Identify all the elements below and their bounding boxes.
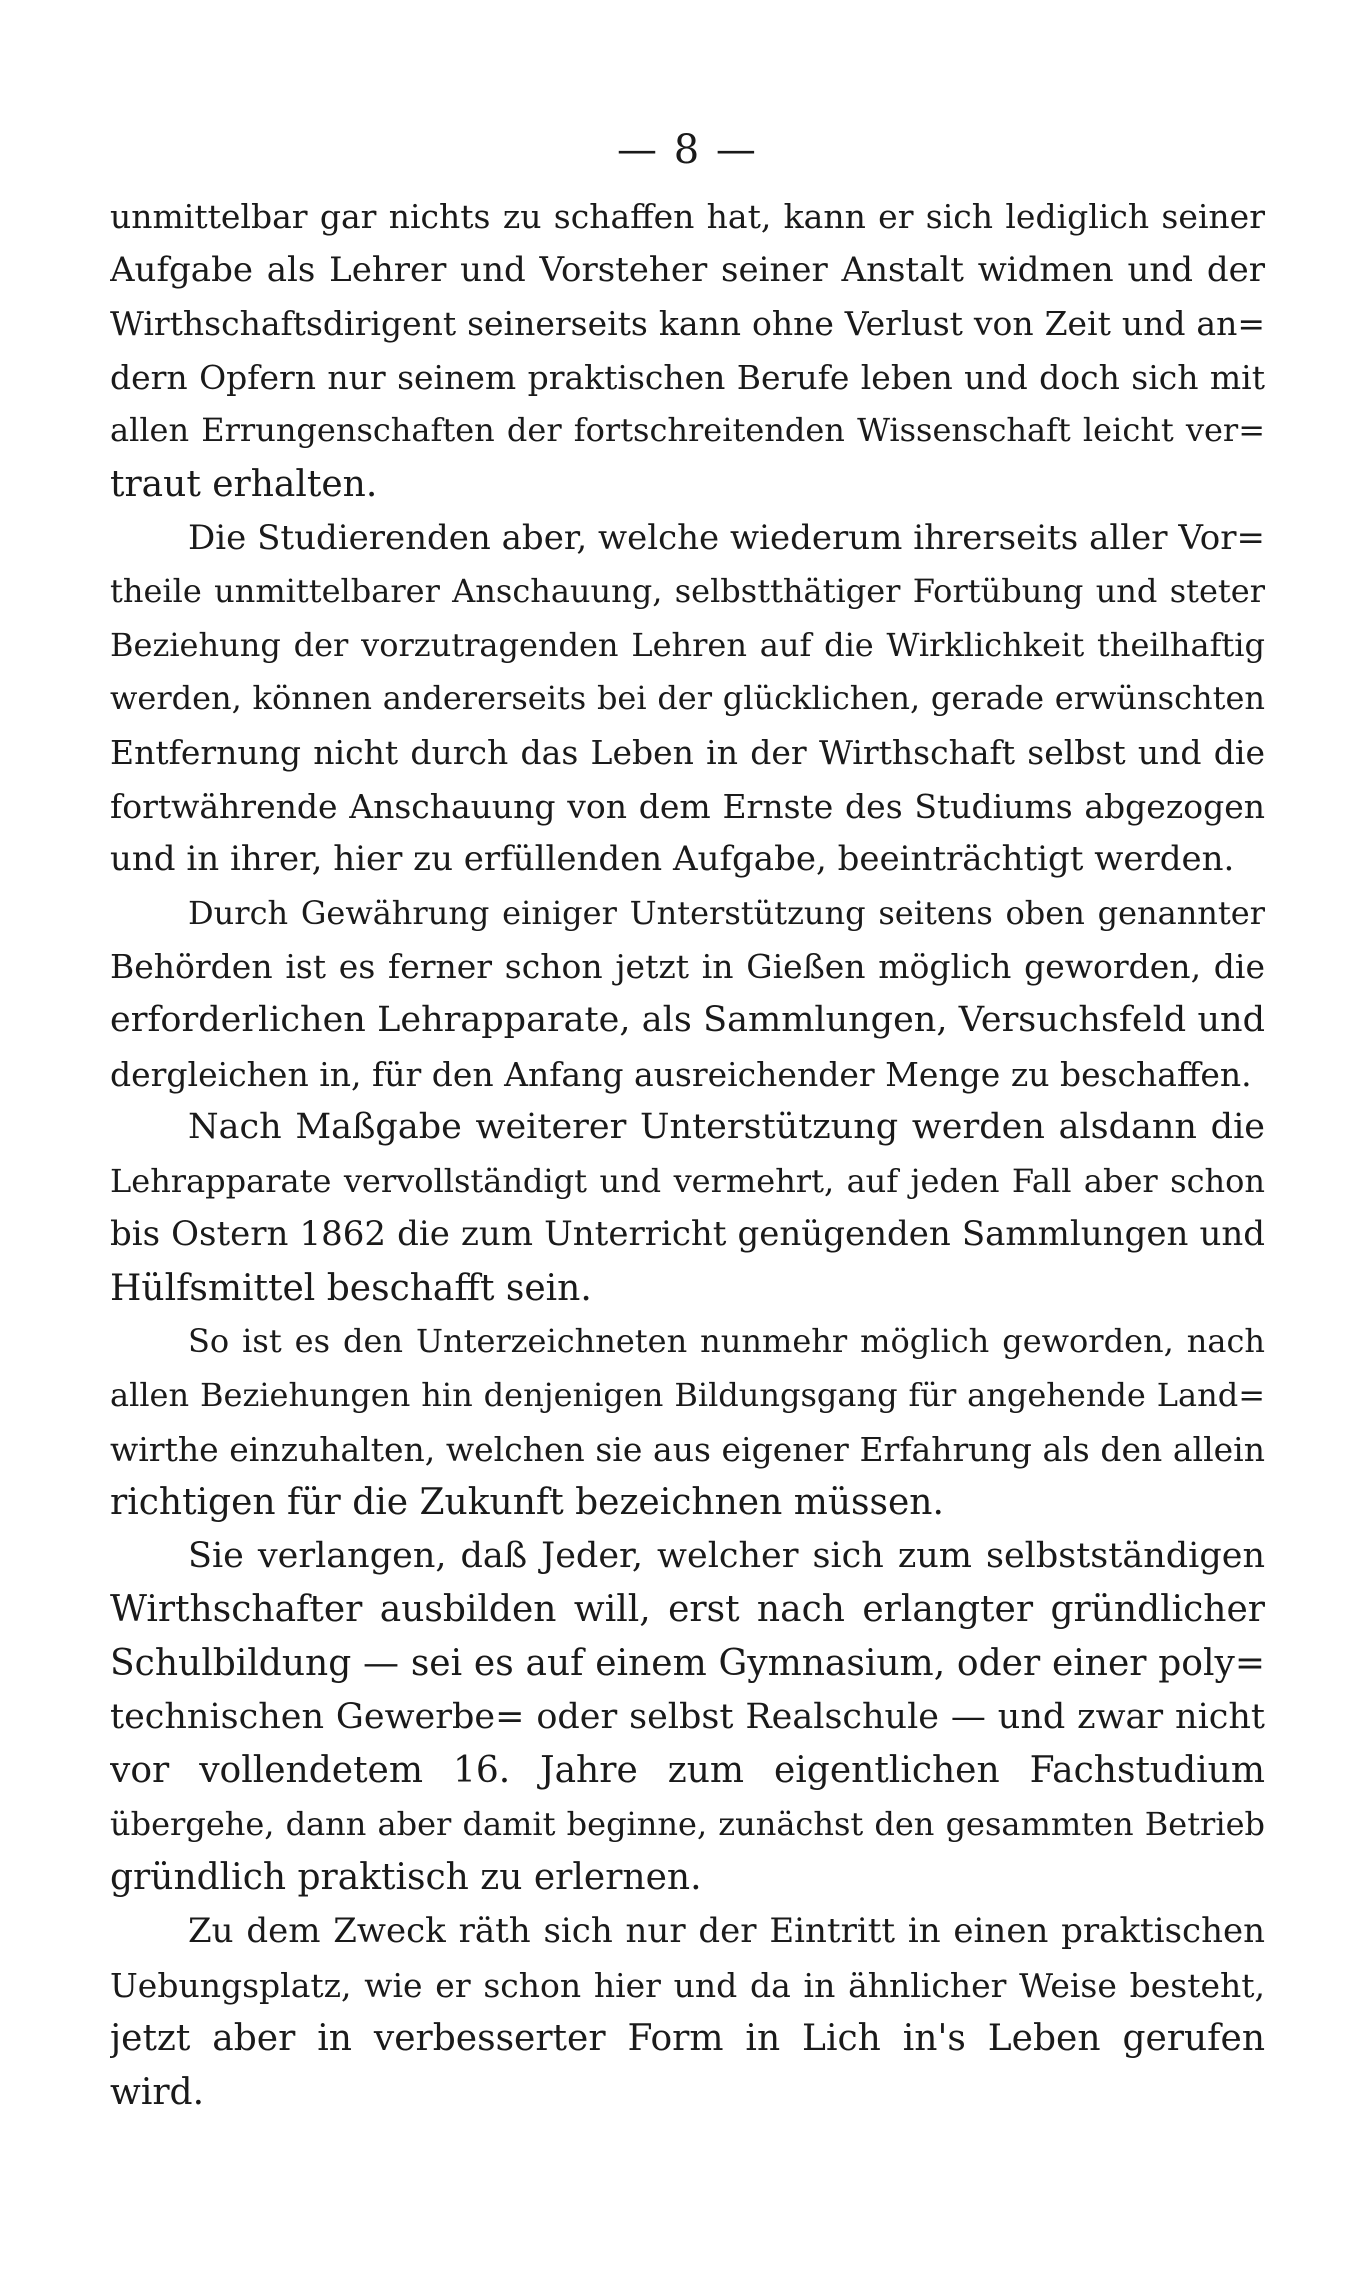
text-line: unmittelbar gar nichts zu schaffen hat, kann er sich lediglich seiner [110, 197, 1265, 236]
text-line: fortwährende Anschauung von dem Ernste des Studiums abgezogen [110, 786, 1265, 826]
text-line: traut erhalten. [110, 463, 378, 505]
text-line: Die Studierenden aber, welche wiederum ihrerseits aller Vor= [188, 517, 1265, 558]
text-line: Zu dem Zweck räth sich nur der Eintritt in einen praktischen [188, 1911, 1265, 1951]
text-line: So ist es den Unterzeichneten nunmehr möglich geworden, nach [188, 1322, 1265, 1361]
text-line: Uebungsplatz, wie er schon hier und da in ähnlicher Weise besteht, [110, 1965, 1265, 2005]
text-line: Aufgabe als Lehrer und Vorsteher seiner Anstalt widmen und der [110, 249, 1265, 290]
text-line: vor vollendetem 16. Jahre zum eigentlichen Fachstudium [110, 1750, 1265, 1792]
text-line: dern Opfern nur seinem praktischen Berufe leben und doch sich mit [110, 357, 1265, 397]
text-line: werden, können andererseits bei der glücklichen, gerade erwünschten [110, 679, 1265, 718]
paragraph [110, 1530, 1265, 1905]
text-line: Behörden ist es ferner schon jetzt in Gießen möglich geworden, die [110, 947, 1265, 987]
text-line: theile unmittelbarer Anschauung, selbstthätiger Fortübung und steter [110, 572, 1265, 611]
text-line: allen Errungenschaften der fortschreitenden Wissenschaft leicht ver= [110, 411, 1265, 450]
body-text [110, 190, 1265, 2119]
text-line: wirthe einzuhalten, welchen sie aus eigener Erfahrung als den allein [110, 1429, 1265, 1469]
paragraph [110, 1315, 1265, 1529]
paragraph [110, 887, 1265, 1101]
text-line: Entfernung nicht durch das Leben in der Wirthschaft selbst und die [110, 732, 1265, 772]
text-line: Beziehung der vorzutragenden Lehren auf die Wirklichkeit theilhaftig [110, 625, 1265, 664]
text-line: Nach Maßgabe weiterer Unterstützung werden alsdann die [188, 1107, 1265, 1148]
text-line: Schulbildung — sei es auf einem Gymnasium, oder einer poly= [110, 1643, 1265, 1685]
text-line: allen Beziehungen hin denjenigen Bildungsgang für angehende Land= [110, 1376, 1265, 1415]
text-line: erforderlichen Lehrapparate, als Sammlungen, Versuchsfeld und [110, 999, 1265, 1040]
text-line: Lehrapparate vervollständigt und vermehrt, auf jeden Fall aber schon [110, 1161, 1265, 1200]
text-line: richtigen für die Zukunft bezeichnen müssen. [110, 1482, 944, 1524]
text-line: gründlich praktisch zu erlernen. [110, 1857, 702, 1899]
paragraph [110, 1905, 1265, 2119]
text-line: bis Ostern 1862 die zum Unterricht genügenden Sammlungen und [110, 1214, 1265, 1255]
text-line: übergehe, dann aber damit beginne, zunächst den gesammten Betrieb [110, 1804, 1265, 1843]
text-line: technischen Gewerbe= oder selbst Realschule — und zwar nicht [110, 1696, 1265, 1737]
text-line: und in ihrer, hier zu erfüllenden Aufgabe, beeinträchtigt werden. [110, 839, 1235, 880]
text-line: dergleichen in, für den Anfang ausreichender Menge zu beschaffen. [110, 1054, 1252, 1094]
paragraph [110, 1101, 1265, 1315]
paragraph [110, 512, 1265, 887]
text-line: Sie verlangen, daß Jeder, welcher sich zum selbstständigen [188, 1535, 1265, 1576]
text-line: wird. [110, 2071, 205, 2113]
text-line: jetzt aber in verbesserter Form in Lich in's Leben gerufen [110, 2018, 1265, 2060]
text-line: Durch Gewährung einiger Unterstützung seitens oben genannter [188, 893, 1265, 932]
page-number: — 8 — [617, 127, 758, 173]
text-line: Wirthschafter ausbilden will, erst nach erlangter gründlicher [110, 1589, 1265, 1631]
paragraph [110, 190, 1265, 512]
text-line: Wirthschaftsdirigent seinerseits kann ohne Verlust von Zeit und an= [110, 304, 1265, 344]
text-line: Hülfsmittel beschafft sein. [110, 1267, 592, 1309]
